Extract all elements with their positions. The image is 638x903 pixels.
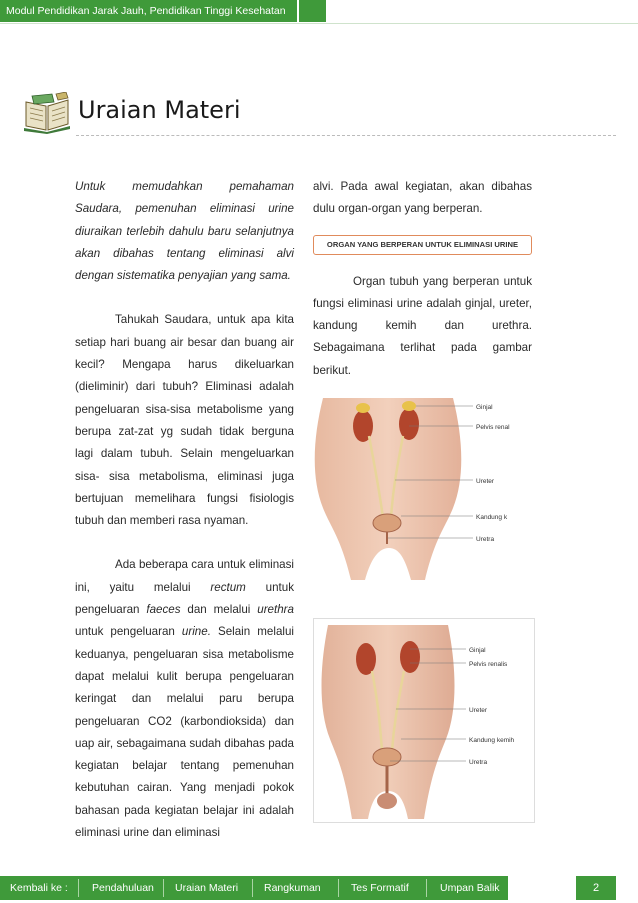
urinary-system-illustration-2 <box>314 619 534 822</box>
nav-divider <box>426 879 427 897</box>
header-accent-block <box>299 0 326 22</box>
nav-link-rangkuman[interactable]: Rangkuman <box>264 882 321 894</box>
anatomy-figure-2 <box>313 618 535 823</box>
nav-divider <box>163 879 164 897</box>
term-faeces: faeces <box>146 603 181 617</box>
continuation-paragraph: alvi. Pada awal kegiatan, akan dibahas dulu organ-organ yang berperan. <box>313 180 532 216</box>
section-heading <box>20 92 620 138</box>
figure2-label-ginjal: Ginjal <box>469 647 486 654</box>
nav-link-pendahuluan[interactable]: Pendahuluan <box>92 882 154 894</box>
figure2-label-pelvis: Pelvis renalis <box>469 661 508 668</box>
text-run: untuk pengeluaran <box>75 625 182 639</box>
intro-paragraph: Untuk memudahkan pemahaman Saudara, pemenuhan eliminasi urine diuraikan terlebih dahulu baru selanjutnya akan dibahas tentang eliminasi alvi dengan sistematika penyajian yang sama. <box>75 180 294 283</box>
paragraph-eliminasi-methods <box>75 554 294 844</box>
paragraph-eliminasi-purpose: Tahukah Saudara, untuk apa kita setiap hari buang air besar dan buang air kecil? Mengapa harus dikeluarkan (dieliminir) dari tubuh? Eliminasi adalah pengeluaran sisa-sisa metabolisme yang berupa zat-zat yg sudah tidak berguna lagi dalam tubuh. Selain mengeluarkan sisa- sisa metabolisma, eliminasi juga bertujuan memelihara fungsi fisiologis tubuh dan memberi rasa nyaman. <box>75 313 294 528</box>
nav-link-uraian-materi[interactable]: Uraian Materi <box>175 882 239 894</box>
header-divider <box>0 23 638 24</box>
kidney-right <box>399 408 419 440</box>
module-title: Modul Pendidikan Jarak Jauh, Pendidikan Tinggi Kesehatan <box>6 5 286 17</box>
nav-divider <box>252 879 253 897</box>
subsection-badge: ORGAN YANG BERPERAN UNTUK ELIMINASI URINE <box>313 235 532 255</box>
term-rectum: rectum <box>210 580 246 594</box>
footer-nav-bar <box>0 876 508 900</box>
title-underline <box>76 135 616 136</box>
figure1-label-kandung: Kandung k <box>476 514 508 521</box>
figure2-label-kandung: Kandung kemih <box>469 737 515 744</box>
term-urethra: urethra <box>257 603 294 617</box>
open-book-icon <box>22 92 74 134</box>
text-run: dan melalui <box>180 603 258 617</box>
term-urine: urine. <box>181 625 211 639</box>
nav-link-tes-formatif[interactable]: Tes Formatif <box>351 882 409 894</box>
right-column <box>313 176 532 382</box>
anatomy-figure-1 <box>313 398 535 580</box>
left-column <box>75 176 294 844</box>
section-title: Uraian Materi <box>78 96 241 124</box>
text-run: untuk pengeluaran <box>75 580 294 617</box>
nav-divider <box>338 879 339 897</box>
figure1-label-ginjal: Ginjal <box>476 404 493 411</box>
text-run: Selain melalui keduanya, pengeluaran sisa metabolisme dapat melalui kulit berupa pengeluaran keringat dan melalui paru berupa pengeluaran CO2 (karbondioksida) dan uap air, sebagaimana sudah dibahas pada kegiatan belajar tentang pemenuhan kebutuhan cairan. Yang menjadi pokok bahasan pada kegiatan belajar ini adalah eliminasi urine dan eliminasi <box>75 625 294 840</box>
back-label: Kembali ke : <box>10 882 68 894</box>
nav-link-umpan-balik[interactable]: Umpan Balik <box>440 882 500 894</box>
module-header <box>0 0 297 22</box>
nav-divider <box>78 879 79 897</box>
text-run: Ada beberapa cara untuk eliminasi ini, yaitu melalui <box>75 558 294 594</box>
figure1-label-uretra: Uretra <box>476 536 495 543</box>
figure2-label-uretra: Uretra <box>469 759 488 766</box>
kidney-right-2 <box>400 641 420 673</box>
urinary-system-illustration-1 <box>313 398 535 580</box>
figure1-label-pelvis: Pelvis renal <box>476 424 510 431</box>
kidney-left-2 <box>356 643 376 675</box>
paragraph-organs: Organ tubuh yang berperan untuk fungsi eliminasi urine adalah ginjal, ureter, kandung kemih dan urethra. Sebagaimana terlihat pada gambar berikut. <box>313 274 532 377</box>
figure2-label-ureter: Ureter <box>469 707 488 714</box>
figure1-label-ureter: Ureter <box>476 478 495 485</box>
page-number: 2 <box>576 876 616 900</box>
